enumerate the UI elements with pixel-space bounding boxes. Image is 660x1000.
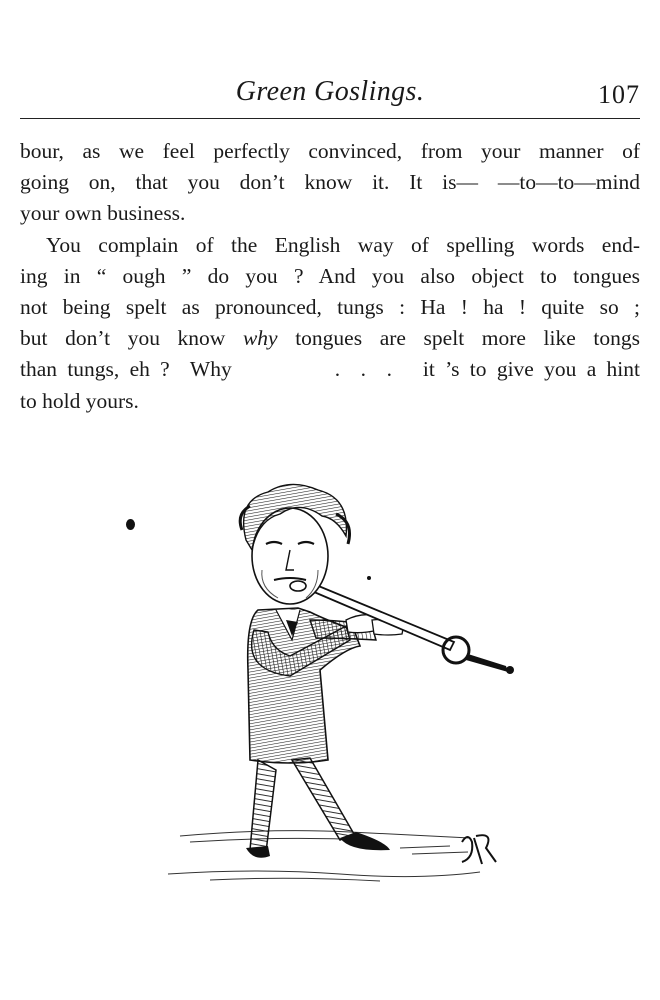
ink-spot [126,519,135,530]
engraving [150,470,530,900]
text-line: to hold yours. [20,388,139,413]
paragraph-2 [20,230,640,417]
text-segment: tongues are spelt more like tongs [277,326,640,351]
artist-monogram [462,835,496,864]
head [240,484,349,604]
text-line: going on, that you don’t know it. It is— —to—to—mind [20,170,640,195]
running-title: Green Goslings. [235,76,425,107]
ground-shadow [168,831,480,881]
header-rule [20,118,640,119]
page-number: 107 [598,80,640,109]
text-line: your own business. [20,201,186,226]
flute-player-illustration [150,470,530,900]
legs [246,758,390,858]
text-line: ing in “ ough ” do you ? And you also object to tongues [20,263,640,288]
running-head [20,70,640,110]
text-line: not being spelt as pronounced, tungs : Ha ! ha ! quite so ; [20,294,640,319]
text-line: than tungs, eh ? Why . . . it ’s to give you a hint [20,357,640,382]
paragraph-1 [20,136,640,230]
text-line [20,323,640,354]
text-line: bour, as we feel perfectly convinced, from your manner of [20,139,640,163]
emphasized-word: why [242,326,278,351]
body-text [20,136,640,417]
text-segment: but don’t you know [20,326,243,351]
text-line: You complain of the English way of spelling words end- [46,232,640,257]
